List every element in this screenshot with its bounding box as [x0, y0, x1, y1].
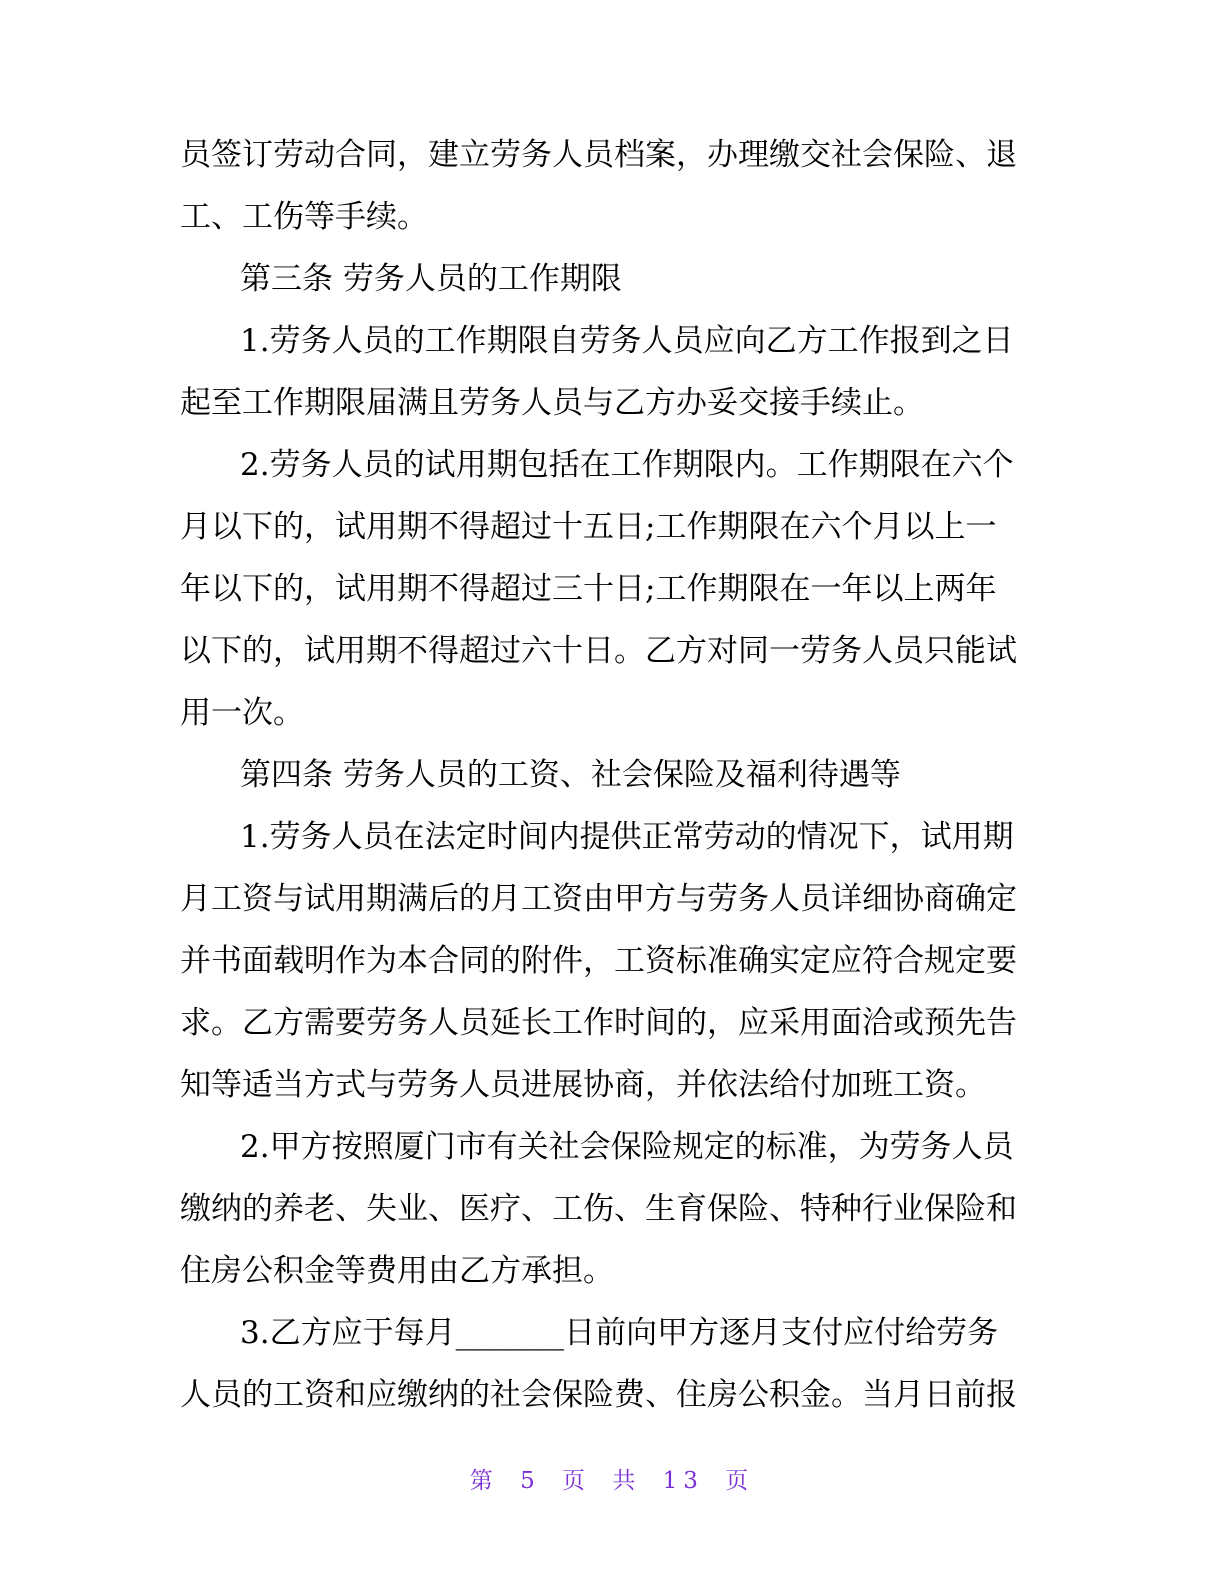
text-line: 2.劳务人员的试用期包括在工作期限内。工作期限在六个 [240, 447, 1014, 483]
text-line: 住房公积金等费用由乙方承担。 [180, 1253, 614, 1289]
text-line: 缴纳的养老、失业、医疗、工伤、生育保险、特种行业保险和 [180, 1191, 1017, 1227]
text-line: 工、工伤等手续。 [180, 199, 428, 235]
document-body [180, 124, 1036, 1426]
text-line: 第四条 劳务人员的工资、社会保险及福利待遇等 [240, 757, 901, 793]
text-line: 3.乙方应于每月_______日前向甲方逐月支付应付给劳务 [240, 1315, 999, 1351]
text-line: 求。乙方需要劳务人员延长工作时间的，应采用面洽或预先告 [180, 1005, 1017, 1041]
text-line: 以下的，试用期不得超过六十日。乙方对同一劳务人员只能试 [180, 633, 1017, 669]
footer-prefix: 第 [469, 1468, 499, 1494]
footer-suffix: 页 [725, 1468, 755, 1494]
footer-total-pages: 13 [662, 1468, 704, 1494]
text-line: 员签订劳动合同，建立劳务人员档案，办理缴交社会保险、退 [180, 137, 1017, 173]
footer-page-word: 页 [562, 1468, 592, 1494]
text-line: 并书面载明作为本合同的附件，工资标准确实定应符合规定要 [180, 943, 1017, 979]
page-footer [0, 1462, 1224, 1495]
text-line: 第三条 劳务人员的工作期限 [240, 261, 622, 297]
footer-total-word: 共 [612, 1468, 642, 1494]
text-line: 知等适当方式与劳务人员进展协商，并依法给付加班工资。 [180, 1067, 986, 1103]
text-line: 月以下的，试用期不得超过十五日;工作期限在六个月以上一 [180, 509, 997, 545]
text-line: 1.劳务人员的工作期限自劳务人员应向乙方工作报到之日 [240, 323, 1014, 359]
text-line: 人员的工资和应缴纳的社会保险费、住房公积金。当月日前报 [180, 1377, 1017, 1413]
text-line: 年以下的，试用期不得超过三十日;工作期限在一年以上两年 [180, 571, 997, 607]
text-line: 2.甲方按照厦门市有关社会保险规定的标准，为劳务人员 [240, 1129, 1014, 1165]
text-line: 月工资与试用期满后的月工资由甲方与劳务人员详细协商确定 [180, 881, 1017, 917]
text-line: 1.劳务人员在法定时间内提供正常劳动的情况下，试用期 [240, 819, 1014, 855]
text-line: 起至工作期限届满且劳务人员与乙方办妥交接手续止。 [180, 385, 924, 421]
footer-current-page: 5 [520, 1468, 541, 1494]
text-line: 用一次。 [180, 695, 304, 731]
